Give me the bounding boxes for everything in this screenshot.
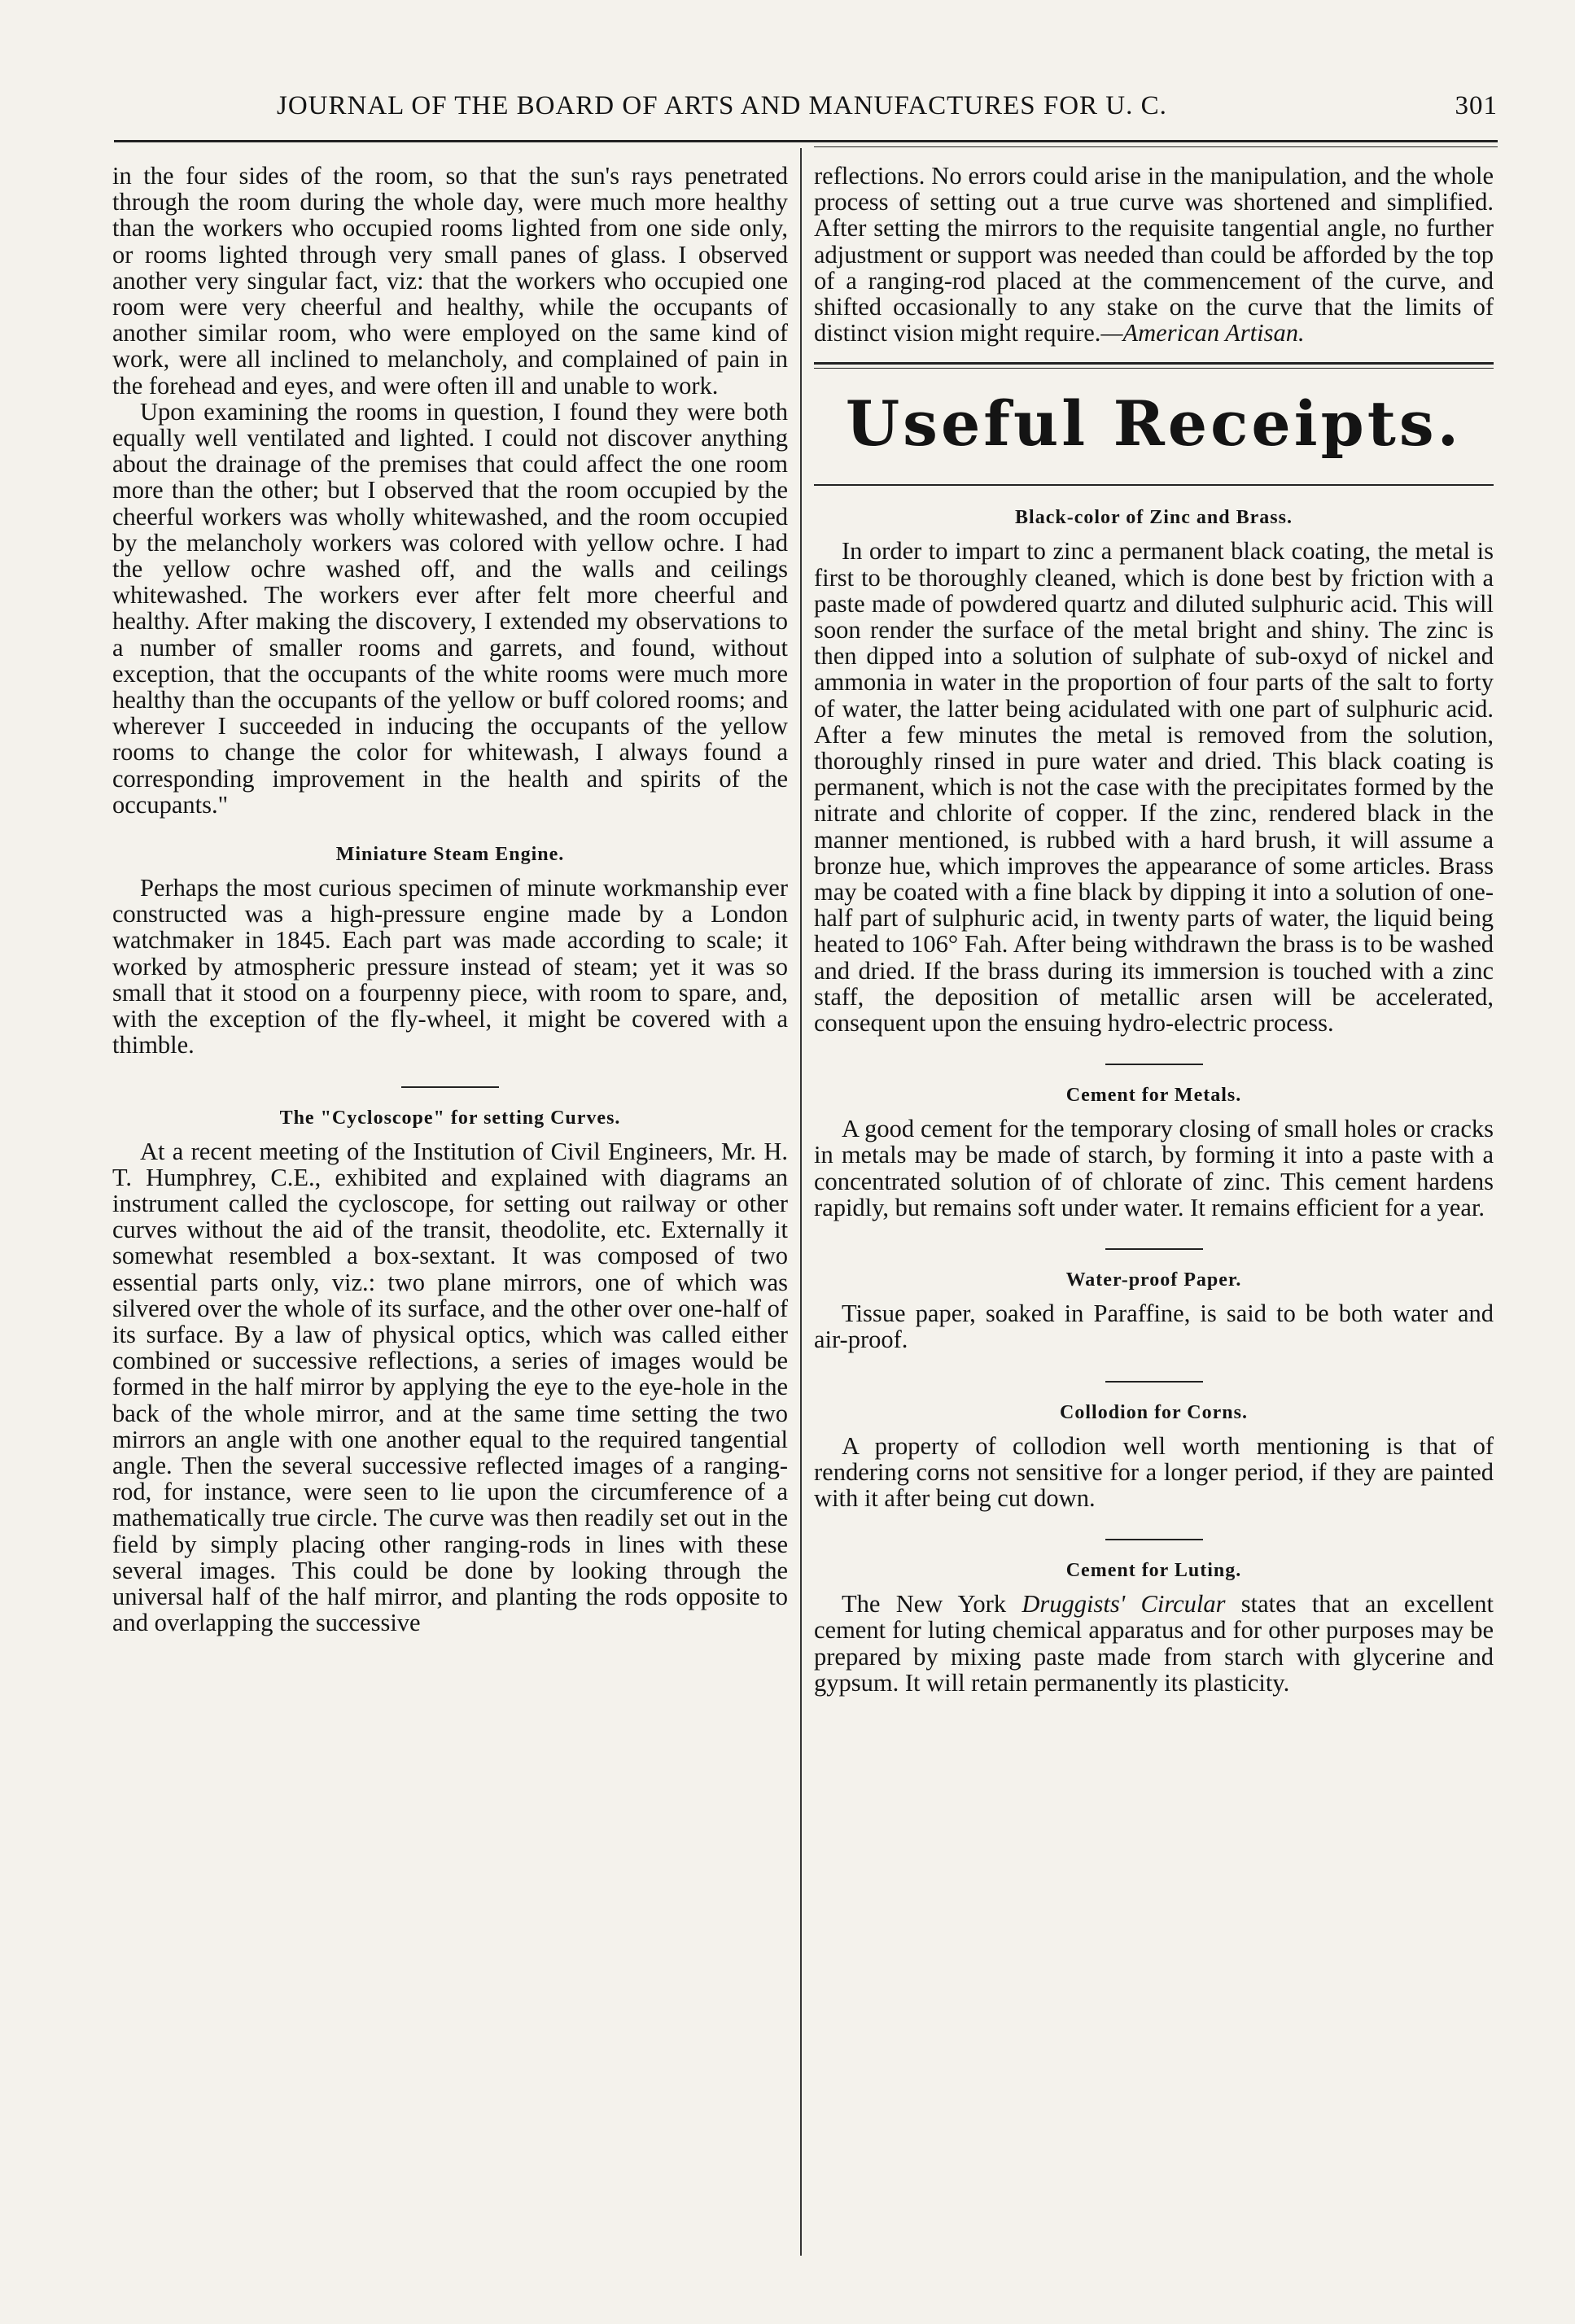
article-heading-zinc-brass: Black-color of Zinc and Brass. <box>1015 507 1293 529</box>
luting-text-start: The New York <box>842 1590 1022 1618</box>
cycloscope-continued-text: reflections. No errors could arise in the manipulation, and the whole process of setting out a true curve was shortened and simplified. After setting the mirrors to the requisite tangential angle, no further adjustment or support was needed than could be afforded by the top of a ranging-rod placed at the commencement of the curve, and shifted occasionally to any stake on the curve that the limits of distinct vision might require. <box>814 162 1494 347</box>
article-separator <box>1105 1248 1203 1250</box>
article-text-collodion: A property of collodion well worth mentioning is that of rendering corns not sensitive for a longer period, if they are painted with it after being cut down. <box>814 1431 1494 1512</box>
article-text-waterproof-paper: Tissue paper, soaked in Paraffine, is said to be both water and air-proof. <box>814 1300 1494 1354</box>
article-separator <box>1105 1064 1203 1065</box>
article-text-zinc-brass: In order to impart to zinc a permanent black coating, the metal is first to be thoroughly cleaned, which is done best by friction with a paste made of powdered quartz and diluted sulphuric acid. This will soon render the surface of the metal bright and shiny. The zinc is then dipped into a solution of sulphate of sub-oxyd of nickel and ammonia in water in the proportion of four parts of the salt to forty of water, the latter being acidulated with one part of sulphuric acid. After a few minutes the metal is removed from the solution, thoroughly rinsed in pure water and dried. This black coating is permanent, which is not the case with the precipitates formed by the nitrate and chlorite of copper. If the zinc, rendered black in the manner mentioned, is rubbed with a hard brush, it will assume a bronze hue, which improves the appearance of some articles. Brass may be coated with a fine black by dipping it into a solution of one-half part of sulphuric acid, in twenty parts of water, the liquid being heated to 106° Fah. After being withdrawn the brass is to be washed and dried. If the brass during its immersion is touched with a zinc staff, the deposition of metallic arsen will be accelerated, consequent upon the ensuing hydro-electric process. <box>814 537 1494 1038</box>
article-separator <box>1105 1539 1203 1540</box>
article-heading-cement-luting: Cement for Luting. <box>1065 1560 1242 1582</box>
header-rule-secondary <box>814 146 1498 147</box>
column-divider <box>800 148 802 2256</box>
article-text-cement-metals: A good cement for the temporary closing of small holes or cracks in metals may be made of starch, by forming it into a paste with a concentrated solution of of chlorate of zinc. This cement hardens rapidly, but remains soft under water. It remains efficient for a year. <box>814 1115 1494 1221</box>
continued-paragraph: in the four sides of the room, so that the sun's rays penetrated through the room during the whole day, were much more healthy than the workers who occupied rooms lighted from one side only, or rooms lighted through very small panes of glass. I observed another very singular fact, viz: that the workers who occupied one room were very cheerful and healthy, while the occupants of another similar room, who were employed on the same kind of work, were all inclined to melancholy, and complained of pain in the forehead and eyes, and were often ill and unable to work. <box>112 162 788 400</box>
publication-name: Druggists' Circular <box>1022 1590 1226 1618</box>
continued-paragraph-2: Upon examining the rooms in question, I found they were both equally well ventilated and lighted. I could not discover anything about the drainage of the premises that could affect the one room more than the other; but I observed that the room occupied by the cheerful workers was wholly whitewashed, and the room occupied by the melancholy workers was colored with yellow ochre. I had the yellow ochre washed off, and the walls and ceilings whitewashed. The workers ever after felt more cheerful and healthy. After making the discovery, I extended my observations to a number of smaller rooms and garrets, and found, without exception, that the occupants of the white rooms were much more healthy than the occupants of the yellow or buff colored rooms; and wherever I succeeded in inducing the occupants of the yellow rooms to change the color for whitewash, I always found a corresponding improvement in the health and spirits of the occupants." <box>112 397 788 819</box>
article-separator <box>401 1086 499 1088</box>
article-separator <box>1105 1381 1203 1383</box>
article-heading-cycloscope: The "Cycloscope" for setting Curves. <box>279 1107 621 1129</box>
article-heading-steam-engine: Miniature Steam Engine. <box>335 844 565 866</box>
left-column <box>112 163 788 1636</box>
source-credit: —American Artisan. <box>1100 319 1305 347</box>
section-rule <box>814 362 1494 369</box>
section-rule-bottom <box>814 484 1494 486</box>
section-title: Useful Receipts. <box>845 387 1463 461</box>
article-text-cement-luting <box>814 1591 1494 1696</box>
luting-text-end: states that an excellent cement for luting chemical apparatus and for other purposes may be prepared by mixing paste made from starch with glycerine and gypsum. It will retain permanently its plasticity. <box>814 1590 1494 1697</box>
right-column <box>814 163 1494 1696</box>
article-text-steam-engine: Perhaps the most curious specimen of minute workmanship ever constructed was a high-pressure engine made by a London watchmaker in 1845. Each part was made according to scale; it worked by atmospheric pressure instead of steam; yet it was so small that it stood on a fourpenny piece, with room to spare, and, with the exception of the fly-wheel, it might be covered with a thimble. <box>112 874 788 1059</box>
article-heading-collodion: Collodion for Corns. <box>1060 1401 1248 1423</box>
journal-title: JOURNAL OF THE BOARD OF ARTS AND MANUFACTURES FOR U. C. <box>277 91 1167 120</box>
article-heading-waterproof-paper: Water-proof Paper. <box>1065 1269 1242 1291</box>
article-text-cycloscope-continued <box>814 163 1494 346</box>
header-rule <box>114 140 1498 142</box>
page-number: 301 <box>1455 91 1498 120</box>
article-text-cycloscope: At a recent meeting of the Institution of Civil Engineers, Mr. H. T. Humphrey, C.E., exhibited and explained with diagrams an instrument called the cycloscope, for setting out railway or other curves without the aid of the transit, theodolite, etc. Externally it somewhat resembled a box-sextant. It was composed of two essential parts only, viz.: two plane mirrors, one of which was silvered over the whole of its surface, and the other over one-half of its surface. By a law of physical optics, which was called either combined or successive reflections, a series of images would be formed in the half mirror by applying the eye to the eye-hole in the back of the whole mirror, and at the same time setting the two mirrors an angle with one another equal to the required tangential angle. Then the several successive reflected images of a ranging-rod, for instance, were seen to lie upon the circumference of a mathematically true circle. The curve was then readily set out in the field by simply placing other ranging-rods in lines with these several images. This could be done by looking through the universal half of the half mirror, and planting the rods opposite to and overlapping the successive <box>112 1137 788 1637</box>
article-heading-cement-metals: Cement for Metals. <box>1065 1085 1242 1107</box>
